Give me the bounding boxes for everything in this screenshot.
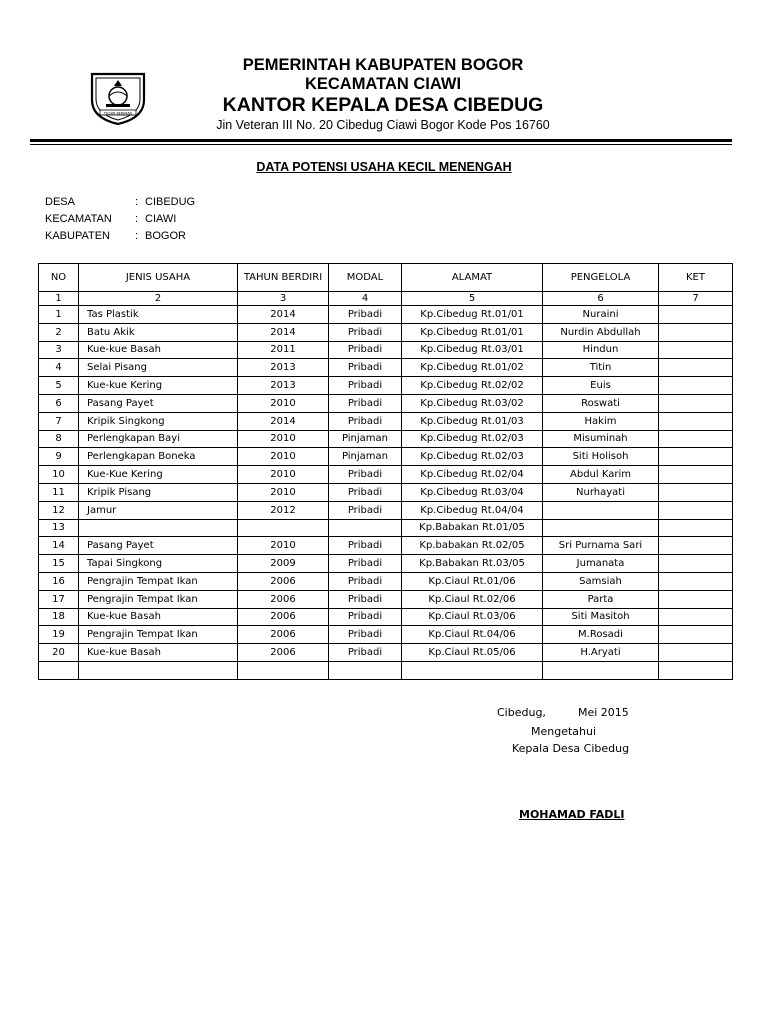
cell-pengelola (543, 501, 659, 519)
cell-pengelola (543, 661, 659, 679)
cell-tahun-berdiri: 2006 (238, 590, 329, 608)
cell-ket (659, 501, 733, 519)
signature-name: MOHAMAD FADLI (519, 808, 625, 821)
cell-jenis-usaha: Kue-Kue Kering (79, 466, 238, 484)
cell-no: 18 (39, 608, 79, 626)
cell-ket (659, 377, 733, 395)
cell-alamat: Kp.Cibedug Rt.03/01 (402, 341, 543, 359)
cell-no: 19 (39, 626, 79, 644)
cell-tahun-berdiri (238, 661, 329, 679)
letterhead-government: PEMERINTAH KABUPATEN BOGOR (242, 56, 524, 74)
cell-tahun-berdiri: 2010 (238, 537, 329, 555)
index-cell: 5 (402, 292, 543, 306)
cell-pengelola: Nurdin Abdullah (543, 323, 659, 341)
cell-alamat: Kp.babakan Rt.02/05 (402, 537, 543, 555)
cell-jenis-usaha: Kripik Singkong (79, 412, 238, 430)
cell-ket (659, 412, 733, 430)
cell-ket (659, 537, 733, 555)
cell-tahun-berdiri: 2013 (238, 359, 329, 377)
cell-ket (659, 359, 733, 377)
cell-jenis-usaha: Kripik Pisang (79, 483, 238, 501)
index-cell: 7 (659, 292, 733, 306)
cell-ket (659, 572, 733, 590)
cell-modal: Pribadi (329, 394, 402, 412)
cell-tahun-berdiri: 2006 (238, 572, 329, 590)
header-jenis-usaha: JENIS USAHA (79, 264, 238, 292)
cell-alamat: Kp.Cibedug Rt.02/03 (402, 430, 543, 448)
cell-jenis-usaha: Kue-kue Basah (79, 608, 238, 626)
cell-jenis-usaha: Batu Akik (79, 323, 238, 341)
info-separator: : (135, 196, 139, 208)
cell-alamat: Kp.Ciaul Rt.04/06 (402, 626, 543, 644)
info-separator: : (135, 213, 139, 225)
cell-no: 1 (39, 306, 79, 324)
cell-tahun-berdiri: 2006 (238, 644, 329, 662)
cell-no: 9 (39, 448, 79, 466)
cell-pengelola: Siti Masitoh (543, 608, 659, 626)
table-row (39, 323, 733, 341)
table-header-row (39, 264, 733, 292)
cell-alamat: Kp.Cibedug Rt.01/01 (402, 323, 543, 341)
cell-ket (659, 519, 733, 537)
cell-no: 17 (39, 590, 79, 608)
cell-modal (329, 519, 402, 537)
table-row (39, 341, 733, 359)
cell-no: 6 (39, 394, 79, 412)
letterhead-divider-thick (30, 139, 732, 142)
cell-tahun-berdiri: 2010 (238, 466, 329, 484)
cell-pengelola: Hakim (543, 412, 659, 430)
cell-modal: Pribadi (329, 483, 402, 501)
info-key: DESA (45, 196, 75, 208)
table-row (39, 590, 733, 608)
regency-emblem-icon (86, 70, 150, 126)
cell-alamat: Kp.Cibedug Rt.01/03 (402, 412, 543, 430)
cell-modal: Pribadi (329, 590, 402, 608)
header-tahun-berdiri: TAHUN BERDIRI (238, 264, 329, 292)
header-ket: KET (659, 264, 733, 292)
cell-no: 11 (39, 483, 79, 501)
cell-tahun-berdiri: 2011 (238, 341, 329, 359)
cell-pengelola: M.Rosadi (543, 626, 659, 644)
cell-tahun-berdiri: 2010 (238, 448, 329, 466)
cell-no: 20 (39, 644, 79, 662)
signature-acknowledge: Mengetahui (531, 725, 597, 738)
table-row (39, 412, 733, 430)
business-data-table (38, 263, 733, 680)
letterhead-office: KANTOR KEPALA DESA CIBEDUG (222, 94, 544, 116)
cell-alamat (402, 661, 543, 679)
cell-ket (659, 590, 733, 608)
cell-pengelola: Nurhayati (543, 483, 659, 501)
cell-ket (659, 430, 733, 448)
table-row (39, 483, 733, 501)
cell-tahun-berdiri: 2010 (238, 394, 329, 412)
cell-no: 13 (39, 519, 79, 537)
cell-ket (659, 608, 733, 626)
cell-pengelola: Roswati (543, 394, 659, 412)
cell-modal: Pribadi (329, 412, 402, 430)
cell-modal: Pribadi (329, 537, 402, 555)
cell-tahun-berdiri: 2014 (238, 306, 329, 324)
header-pengelola: PENGELOLA (543, 264, 659, 292)
cell-no: 10 (39, 466, 79, 484)
letterhead-divider-thin (30, 144, 732, 145)
cell-jenis-usaha: Tapai Singkong (79, 555, 238, 573)
cell-modal: Pribadi (329, 377, 402, 395)
cell-ket (659, 341, 733, 359)
cell-jenis-usaha: Selai Pisang (79, 359, 238, 377)
cell-tahun-berdiri: 2009 (238, 555, 329, 573)
cell-jenis-usaha (79, 661, 238, 679)
cell-modal: Pribadi (329, 323, 402, 341)
cell-modal: Pribadi (329, 608, 402, 626)
cell-pengelola: Parta (543, 590, 659, 608)
cell-modal (329, 661, 402, 679)
cell-jenis-usaha: Perlengkapan Bayi (79, 430, 238, 448)
cell-modal: Pribadi (329, 466, 402, 484)
cell-no: 5 (39, 377, 79, 395)
cell-no: 2 (39, 323, 79, 341)
table-row (39, 626, 733, 644)
cell-modal: Pribadi (329, 572, 402, 590)
cell-ket (659, 661, 733, 679)
cell-pengelola: Samsiah (543, 572, 659, 590)
cell-jenis-usaha: Kue-kue Basah (79, 341, 238, 359)
cell-no: 12 (39, 501, 79, 519)
cell-jenis-usaha: Perlengkapan Boneka (79, 448, 238, 466)
cell-pengelola: Misuminah (543, 430, 659, 448)
cell-no: 8 (39, 430, 79, 448)
table-body (39, 292, 733, 680)
cell-tahun-berdiri: 2013 (238, 377, 329, 395)
cell-alamat: Kp.Cibedug Rt.04/04 (402, 501, 543, 519)
cell-tahun-berdiri: 2014 (238, 323, 329, 341)
cell-ket (659, 483, 733, 501)
cell-tahun-berdiri: 2012 (238, 501, 329, 519)
cell-jenis-usaha: Pengrajin Tempat Ikan (79, 590, 238, 608)
cell-jenis-usaha: Pasang Payet (79, 537, 238, 555)
cell-jenis-usaha: Kue-kue Kering (79, 377, 238, 395)
table-row (39, 430, 733, 448)
table-row (39, 555, 733, 573)
logo-caption: TEGAR BERIMAN (103, 111, 133, 116)
cell-ket (659, 644, 733, 662)
table-row (39, 644, 733, 662)
table-row (39, 306, 733, 324)
cell-ket (659, 555, 733, 573)
cell-alamat: Kp.Cibedug Rt.01/01 (402, 306, 543, 324)
document-title: DATA POTENSI USAHA KECIL MENENGAH (256, 160, 512, 174)
cell-alamat: Kp.Babakan Rt.01/05 (402, 519, 543, 537)
cell-pengelola: Sri Purnama Sari (543, 537, 659, 555)
cell-jenis-usaha (79, 519, 238, 537)
cell-modal: Pinjaman (329, 448, 402, 466)
table-index-row (39, 292, 733, 306)
cell-tahun-berdiri (238, 519, 329, 537)
table-row (39, 661, 733, 679)
index-cell: 1 (39, 292, 79, 306)
cell-alamat: Kp.Cibedug Rt.03/02 (402, 394, 543, 412)
header-no: NO (39, 264, 79, 292)
cell-pengelola: Hindun (543, 341, 659, 359)
cell-modal: Pribadi (329, 501, 402, 519)
cell-tahun-berdiri: 2006 (238, 608, 329, 626)
info-value: CIBEDUG (145, 196, 196, 208)
cell-modal: Pribadi (329, 359, 402, 377)
cell-ket (659, 306, 733, 324)
cell-pengelola: Euis (543, 377, 659, 395)
cell-no: 16 (39, 572, 79, 590)
cell-alamat: Kp.Ciaul Rt.03/06 (402, 608, 543, 626)
info-key: KABUPATEN (45, 230, 110, 242)
cell-no (39, 661, 79, 679)
index-cell: 6 (543, 292, 659, 306)
table-row (39, 537, 733, 555)
info-separator: : (135, 230, 139, 242)
table-row (39, 466, 733, 484)
signature-date: Mei 2015 (578, 706, 629, 719)
cell-jenis-usaha: Jamur (79, 501, 238, 519)
table-row (39, 572, 733, 590)
cell-modal: Pribadi (329, 341, 402, 359)
cell-pengelola: Jumanata (543, 555, 659, 573)
cell-no: 3 (39, 341, 79, 359)
letterhead (160, 56, 606, 133)
signature-place: Cibedug, (497, 706, 546, 719)
cell-tahun-berdiri: 2010 (238, 483, 329, 501)
table-row (39, 519, 733, 537)
cell-jenis-usaha: Pasang Payet (79, 394, 238, 412)
index-cell: 4 (329, 292, 402, 306)
cell-alamat: Kp.Cibedug Rt.02/02 (402, 377, 543, 395)
cell-modal: Pribadi (329, 626, 402, 644)
cell-alamat: Kp.Ciaul Rt.05/06 (402, 644, 543, 662)
cell-ket (659, 466, 733, 484)
letterhead-district: KECAMATAN CIAWI (304, 75, 462, 93)
table-row (39, 377, 733, 395)
signature-position: Kepala Desa Cibedug (512, 742, 630, 755)
letterhead-address: Jin Veteran III No. 20 Cibedug Ciawi Bogor Kode Pos 16760 (216, 118, 550, 132)
info-value: BOGOR (145, 230, 186, 242)
cell-no: 4 (39, 359, 79, 377)
cell-pengelola: Siti Holisoh (543, 448, 659, 466)
cell-modal: Pinjaman (329, 430, 402, 448)
table-row (39, 359, 733, 377)
cell-pengelola: H.Aryati (543, 644, 659, 662)
cell-alamat: Kp.Babakan Rt.03/05 (402, 555, 543, 573)
cell-tahun-berdiri: 2006 (238, 626, 329, 644)
cell-no: 7 (39, 412, 79, 430)
cell-ket (659, 394, 733, 412)
cell-tahun-berdiri: 2010 (238, 430, 329, 448)
cell-pengelola: Abdul Karim (543, 466, 659, 484)
cell-pengelola: Titin (543, 359, 659, 377)
index-cell: 3 (238, 292, 329, 306)
table-row (39, 448, 733, 466)
cell-ket (659, 448, 733, 466)
cell-jenis-usaha: Kue-kue Basah (79, 644, 238, 662)
header-alamat: ALAMAT (402, 264, 543, 292)
info-value: CIAWI (145, 213, 177, 225)
index-cell: 2 (79, 292, 238, 306)
cell-no: 14 (39, 537, 79, 555)
cell-jenis-usaha: Pengrajin Tempat Ikan (79, 626, 238, 644)
header-modal: MODAL (329, 264, 402, 292)
cell-modal: Pribadi (329, 644, 402, 662)
cell-modal: Pribadi (329, 555, 402, 573)
cell-pengelola: Nuraini (543, 306, 659, 324)
cell-alamat: Kp.Ciaul Rt.02/06 (402, 590, 543, 608)
cell-pengelola (543, 519, 659, 537)
cell-alamat: Kp.Cibedug Rt.02/03 (402, 448, 543, 466)
cell-alamat: Kp.Cibedug Rt.01/02 (402, 359, 543, 377)
table-row (39, 608, 733, 626)
cell-modal: Pribadi (329, 306, 402, 324)
cell-alamat: Kp.Cibedug Rt.02/04 (402, 466, 543, 484)
table-row (39, 501, 733, 519)
cell-no: 15 (39, 555, 79, 573)
cell-jenis-usaha: Tas Plastik (79, 306, 238, 324)
cell-alamat: Kp.Cibedug Rt.03/04 (402, 483, 543, 501)
cell-ket (659, 626, 733, 644)
cell-jenis-usaha: Pengrajin Tempat Ikan (79, 572, 238, 590)
cell-tahun-berdiri: 2014 (238, 412, 329, 430)
table-row (39, 394, 733, 412)
info-key: KECAMATAN (45, 213, 112, 225)
cell-ket (659, 323, 733, 341)
cell-alamat: Kp.Ciaul Rt.01/06 (402, 572, 543, 590)
